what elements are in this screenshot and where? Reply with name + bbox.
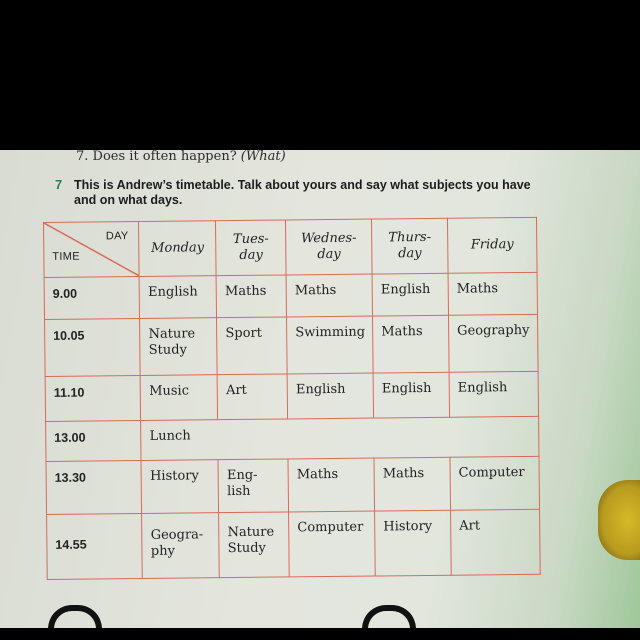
book-stand-left xyxy=(48,605,102,628)
time-cell: 11.10 xyxy=(45,376,141,422)
subject-cell: Maths xyxy=(288,458,375,512)
time-cell: 10.05 xyxy=(45,319,141,377)
table-row xyxy=(47,509,541,579)
timetable xyxy=(43,217,541,580)
subject-cell: English xyxy=(139,275,216,318)
lunch-cell: Lunch xyxy=(141,416,539,461)
header-row xyxy=(44,217,538,277)
corner-day-label: DAY xyxy=(105,230,129,243)
subject-cell: Nature Study xyxy=(219,512,290,578)
task-instruction: This is Andrew’s timetable. Talk about yours and say what subjects you have and on what days. xyxy=(74,178,531,207)
table-row xyxy=(45,315,539,377)
time-cell: 13.00 xyxy=(46,420,142,462)
day-friday: Friday xyxy=(470,236,514,253)
subject-cell: Geography xyxy=(448,315,538,373)
previous-question xyxy=(76,150,286,164)
subject-cell: Maths xyxy=(448,272,537,316)
book-stand-right xyxy=(362,605,416,628)
subject-cell: Geogra- phy xyxy=(142,513,220,579)
subject-cell: Music xyxy=(141,375,218,420)
table-row xyxy=(44,272,537,320)
corner-cell xyxy=(44,221,140,277)
subject-cell: Maths xyxy=(373,316,449,374)
day-header xyxy=(286,219,373,275)
subject-cell: English xyxy=(287,373,373,419)
table-row xyxy=(46,416,539,462)
day-header xyxy=(139,221,216,277)
subject-cell: Eng- lish xyxy=(218,459,288,512)
day-header xyxy=(372,218,448,274)
textbook-page xyxy=(0,150,640,628)
day-thursday: Thurs- day xyxy=(388,229,432,262)
subject-cell: Art xyxy=(451,509,541,575)
table-row xyxy=(45,371,538,421)
subject-cell: English xyxy=(372,273,448,316)
time-cell: 14.55 xyxy=(47,514,143,580)
time-cell: 13.30 xyxy=(46,461,142,515)
subject-cell: Maths xyxy=(286,274,372,317)
corner-time-label: TIME xyxy=(52,250,80,263)
subject-cell: Swimming xyxy=(287,316,374,374)
day-header xyxy=(216,220,286,275)
banana-object xyxy=(598,480,640,560)
previous-question-text: 7. Does it often happen? xyxy=(76,150,241,164)
table-row xyxy=(46,457,540,515)
subject-cell: History xyxy=(141,460,218,514)
subject-cell: Sport xyxy=(217,317,287,375)
subject-cell: Art xyxy=(217,374,287,419)
previous-question-italic: (What) xyxy=(240,150,286,164)
day-header xyxy=(447,217,537,273)
subject-cell: History xyxy=(375,510,452,576)
subject-cell: Maths xyxy=(216,275,286,318)
day-tuesday: Tues- day xyxy=(232,231,269,263)
subject-cell: Maths xyxy=(374,458,450,512)
task-number: 7 xyxy=(55,177,63,192)
day-wednesday: Wednes- day xyxy=(301,230,357,263)
subject-cell: English xyxy=(449,371,538,417)
subject-cell: English xyxy=(373,372,449,417)
day-monday: Monday xyxy=(151,240,205,256)
subject-cell: Computer xyxy=(450,457,540,511)
subject-cell: Nature Study xyxy=(140,318,217,376)
subject-cell: Computer xyxy=(289,511,376,577)
time-cell: 9.00 xyxy=(44,276,140,320)
